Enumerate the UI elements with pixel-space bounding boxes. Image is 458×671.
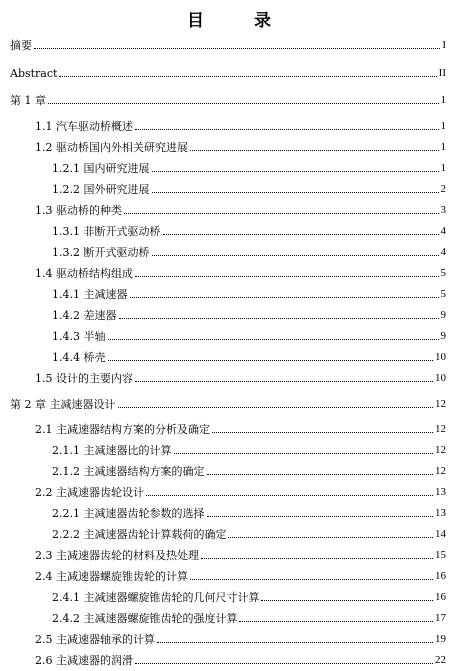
toc-entry-page: 3	[440, 204, 446, 216]
toc-leader	[135, 663, 433, 664]
toc-leader	[261, 600, 433, 601]
toc-entry[interactable]	[0, 136, 458, 154]
toc-leader	[207, 474, 434, 475]
toc-leader	[130, 297, 439, 298]
toc-entry-page: 14	[435, 528, 446, 540]
toc-entry[interactable]	[0, 34, 458, 52]
toc-leader	[135, 129, 439, 130]
page-title: 目 录	[187, 11, 293, 31]
toc-entry-page: 9	[440, 330, 446, 342]
toc-entry-label: 2.1.2 主减速器结构方案的确定	[52, 465, 205, 478]
toc-entry-label: 第 2 章 主减速器设计	[10, 398, 116, 411]
toc-entry[interactable]	[0, 367, 458, 385]
toc-leader	[48, 103, 439, 104]
toc-entry[interactable]	[0, 283, 458, 301]
toc-leader	[108, 360, 434, 361]
toc-entry[interactable]	[0, 304, 458, 322]
toc-entry-page: 1	[440, 120, 446, 132]
toc-leader	[108, 339, 439, 340]
toc-leader	[201, 558, 433, 559]
toc-entry-label: 2.1.1 主减速器比的计算	[52, 444, 172, 457]
toc-entry-label: 2.5 主减速器轴承的计算	[35, 633, 155, 646]
toc-entry-label: 2.1 主减速器结构方案的分析及确定	[35, 423, 210, 436]
toc-leader	[135, 381, 433, 382]
toc-entry-label: Abstract	[10, 67, 58, 80]
toc-entry-page: 10	[435, 351, 446, 363]
toc-leader	[118, 407, 434, 408]
toc-entry[interactable]	[0, 460, 458, 478]
toc-entry-page: 4	[440, 246, 446, 258]
toc-entry-label: 1.2 驱动桥国内外相关研究进展	[35, 141, 188, 154]
toc-leader	[34, 48, 440, 49]
toc-leader	[163, 234, 439, 235]
toc-leader	[152, 192, 439, 193]
toc-entry-page: 13	[435, 486, 446, 498]
toc-entry-label: 2.4.1 主减速器螺旋锥齿轮的几何尺寸计算	[52, 591, 260, 604]
toc-entry-label: 2.2.2 主减速器齿轮计算载荷的确定	[52, 528, 227, 541]
toc-entry[interactable]	[0, 649, 458, 667]
toc-entry-page: 16	[435, 570, 446, 582]
toc-entry[interactable]	[0, 325, 458, 343]
toc-entry-label: 1.4.3 半轴	[52, 330, 106, 343]
toc-leader	[119, 318, 439, 319]
toc-entry-label: 1.3.1 非断开式驱动桥	[52, 225, 161, 238]
toc-entry-label: 1.2.2 国外研究进展	[52, 183, 150, 196]
toc-entry-page: 2	[440, 183, 446, 195]
toc-entry-page: 17	[435, 612, 446, 624]
toc-entry-label: 2.2 主减速器齿轮设计	[35, 486, 144, 499]
toc-entry-page: 12	[435, 444, 446, 456]
toc-entry-page: 5	[440, 267, 446, 279]
toc-entry-label: 2.2.1 主减速器齿轮参数的选择	[52, 507, 205, 520]
toc-entry-label: 1.5 设计的主要内容	[35, 372, 133, 385]
toc-leader	[190, 150, 439, 151]
toc-entry[interactable]	[0, 89, 458, 107]
toc-entry-page: 1	[440, 141, 446, 153]
toc-entry-label: 1.2.1 国内研究进展	[52, 162, 150, 175]
toc-leader	[135, 276, 439, 277]
toc-entry[interactable]	[0, 346, 458, 364]
toc-entry-page: II	[438, 67, 446, 79]
toc-entry-label: 1.4 驱动桥结构组成	[35, 267, 133, 280]
toc-entry-label: 2.4.2 主减速器螺旋锥齿轮的强度计算	[52, 612, 238, 625]
toc-entry[interactable]	[0, 418, 458, 436]
toc-leader	[157, 642, 433, 643]
toc-entry-page: 12	[435, 398, 446, 410]
toc-entry-label: 第 1 章	[10, 94, 46, 107]
toc-leader	[174, 453, 434, 454]
toc-entry-page: 22	[435, 654, 446, 666]
toc-entry-label: 1.4.1 主减速器	[52, 288, 128, 301]
toc-entry[interactable]	[0, 586, 458, 604]
toc-entry-page: 10	[435, 372, 446, 384]
toc-entry[interactable]	[0, 439, 458, 457]
toc-leader	[152, 171, 439, 172]
toc-entry[interactable]	[0, 628, 458, 646]
toc-entry-page: 1	[440, 162, 446, 174]
toc-leader	[124, 213, 439, 214]
toc-entry[interactable]	[0, 544, 458, 562]
toc-leader	[190, 579, 433, 580]
toc-entry-label: 1.4.4 桥壳	[52, 351, 106, 364]
toc-leader	[59, 76, 436, 77]
toc-entry-page: 4	[440, 225, 446, 237]
toc-leader	[207, 516, 434, 517]
toc-leader	[239, 621, 433, 622]
toc-entry[interactable]	[0, 115, 458, 133]
toc-entry[interactable]	[0, 481, 458, 499]
toc-entry-label: 2.3 主减速器齿轮的材料及热处理	[35, 549, 199, 562]
toc-leader	[146, 495, 433, 496]
toc-entry[interactable]	[0, 157, 458, 175]
toc-entry[interactable]	[0, 220, 458, 238]
toc-entry-page: 15	[435, 549, 446, 561]
toc-entry-page: 13	[435, 507, 446, 519]
toc-leader	[228, 537, 433, 538]
toc-entry[interactable]	[0, 262, 458, 280]
toc-entry-page: 16	[435, 591, 446, 603]
toc-entry[interactable]	[0, 62, 458, 80]
toc-entry[interactable]	[0, 523, 458, 541]
toc-entry-page: 1	[440, 94, 446, 106]
toc-entry-label: 1.3 驱动桥的种类	[35, 204, 122, 217]
toc-leader	[152, 255, 439, 256]
toc-entry-page: 19	[435, 633, 446, 645]
toc-leader	[212, 432, 433, 433]
toc-entry-page: 12	[435, 423, 446, 435]
toc-entry-label: 摘要	[10, 39, 32, 52]
toc-entry-label: 1.1 汽车驱动桥概述	[35, 120, 133, 133]
toc-entry[interactable]	[0, 565, 458, 583]
toc-entry-label: 1.4.2 差速器	[52, 309, 117, 322]
toc-entry-page: 9	[440, 309, 446, 321]
toc-entry-page: 5	[440, 288, 446, 300]
toc-entry[interactable]	[0, 178, 458, 196]
toc-entry[interactable]	[0, 502, 458, 520]
toc-entry[interactable]	[0, 393, 458, 411]
toc-entry[interactable]	[0, 607, 458, 625]
toc-entry-label: 2.4 主减速器螺旋锥齿轮的计算	[35, 570, 188, 583]
toc-entry-label: 1.3.2 断开式驱动桥	[52, 246, 150, 259]
toc-entry-page: I	[442, 39, 446, 51]
toc-entry[interactable]	[0, 241, 458, 259]
toc-entry-label: 2.6 主减速器的润滑	[35, 654, 133, 667]
toc-entry[interactable]	[0, 199, 458, 217]
toc-entry-page: 12	[435, 465, 446, 477]
